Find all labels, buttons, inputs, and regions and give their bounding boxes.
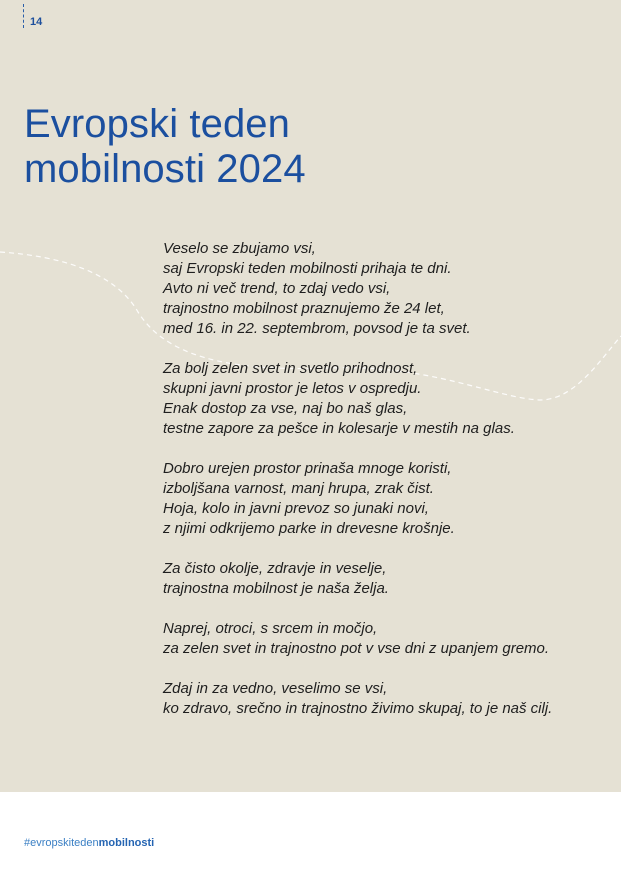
title-line-2: mobilnosti 2024 xyxy=(24,147,306,191)
poem-stanza xyxy=(163,619,603,659)
poem-line: Enak dostop za vse, naj bo naš glas, xyxy=(163,400,408,417)
hashtag-bold: mobilnosti xyxy=(98,837,155,849)
poem-line: Naprej, otroci, s srcem in močjo, xyxy=(163,620,378,637)
poem-line: saj Evropski teden mobilnosti prihaja te dni. xyxy=(163,260,452,277)
poem-line: ko zdravo, srečno in trajnostno živimo skupaj, to je naš cilj. xyxy=(163,700,553,717)
page-number: 14 xyxy=(30,16,43,28)
title-line-1: Evropski teden xyxy=(24,102,290,146)
poem-line: trajnostno mobilnost praznujemo že 24 let, xyxy=(163,300,445,317)
poem-line: Dobro urejen prostor prinaša mnoge koristi, xyxy=(163,460,452,477)
poem-line: testne zapore za pešce in kolesarje v mestih na glas. xyxy=(163,420,515,437)
poem-line: Za čisto okolje, zdravje in veselje, xyxy=(163,560,387,577)
poem-line: Veselo se zbujamo vsi, xyxy=(163,240,316,257)
poem-stanza xyxy=(163,359,603,439)
footer-hashtag[interactable] xyxy=(24,837,154,849)
hashtag-prefix: #evropskiteden xyxy=(24,837,99,849)
poem xyxy=(163,239,603,739)
poem-line: Hoja, kolo in javni prevoz so junaki novi, xyxy=(163,500,429,517)
poem-stanza xyxy=(163,679,603,719)
poem-stanza xyxy=(163,459,603,539)
poem-line: za zelen svet in trajnostno pot v vse dni z upanjem gremo. xyxy=(163,640,550,657)
page-marker-line xyxy=(23,4,24,28)
poem-line: trajnostna mobilnost je naša želja. xyxy=(163,580,389,597)
page-title xyxy=(24,102,306,192)
poem-line: izboljšana varnost, manj hrupa, zrak čist. xyxy=(163,480,434,497)
poem-line: med 16. in 22. septembrom, povsod je ta svet. xyxy=(163,320,471,337)
poem-stanza xyxy=(163,239,603,339)
poem-line: z njimi odkrijemo parke in drevesne krošnje. xyxy=(163,520,455,537)
poem-line: skupni javni prostor je letos v ospredju. xyxy=(163,380,422,397)
poem-line: Za bolj zelen svet in svetlo prihodnost, xyxy=(163,360,418,377)
poem-line: Avto ni več trend, to zdaj vedo vsi, xyxy=(163,280,391,297)
poem-stanza xyxy=(163,559,603,599)
poem-line: Zdaj in za vedno, veselimo se vsi, xyxy=(163,680,388,697)
